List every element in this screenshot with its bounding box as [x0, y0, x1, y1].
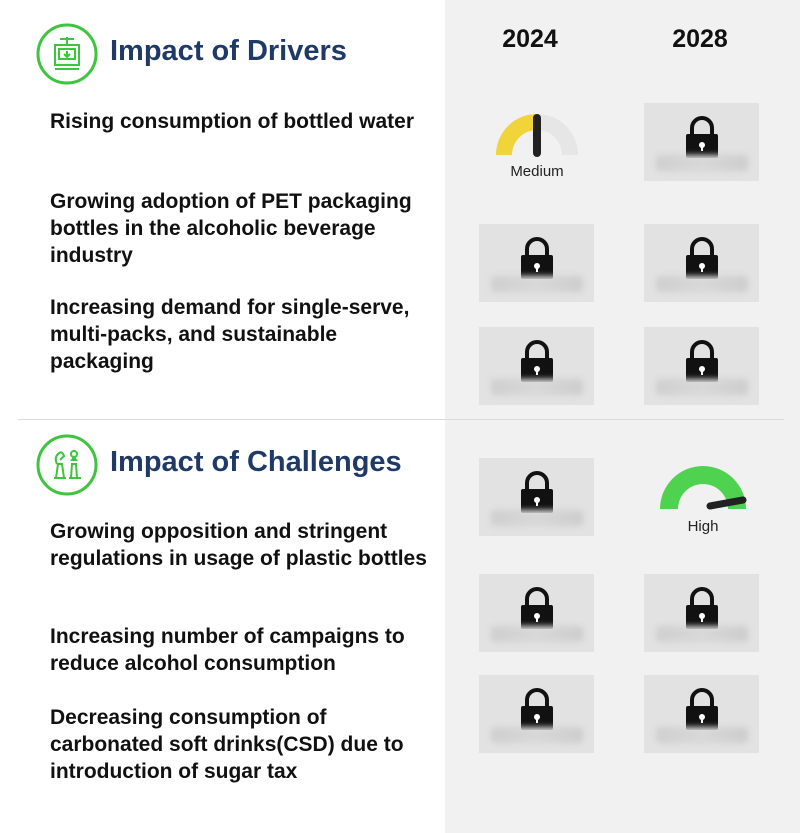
gauge-label: High	[687, 518, 719, 535]
year-2024-header: 2024	[502, 25, 558, 53]
challenge-item-3: Decreasing consumption of carbonated soft drinks(CSD) due to introduction of sugar tax	[50, 706, 404, 783]
blurred-text	[491, 276, 583, 292]
locked-cell	[479, 224, 594, 302]
locked-cell	[644, 224, 759, 302]
locked-cell	[479, 574, 594, 652]
machine-icon	[36, 23, 98, 85]
blurred-text	[656, 276, 748, 292]
gauge-fill	[496, 114, 537, 155]
challenge-item-1: Growing opposition and stringent regulations in usage of plastic bottles	[50, 520, 427, 570]
challenge-item-2: Increasing number of campaigns to reduce alcohol consumption	[50, 625, 405, 675]
lock-icon	[683, 339, 721, 383]
lock-icon	[518, 470, 556, 514]
locked-cell	[479, 327, 594, 405]
lock-icon	[683, 115, 721, 159]
impact-gauge-high	[648, 462, 758, 552]
blurred-text	[656, 379, 748, 395]
lock-icon	[518, 586, 556, 630]
lock-icon	[518, 236, 556, 280]
lock-icon	[683, 236, 721, 280]
locked-cell	[644, 574, 759, 652]
locked-cell	[479, 675, 594, 753]
blurred-text	[491, 379, 583, 395]
locked-cell	[644, 327, 759, 405]
year-2028-header: 2028	[672, 25, 728, 53]
drivers-title: Impact of Drivers	[110, 35, 347, 67]
lock-icon	[518, 687, 556, 731]
impact-gauge-medium	[482, 108, 592, 198]
driver-item-1: Rising consumption of bottled water	[50, 110, 414, 133]
lock-icon	[683, 687, 721, 731]
lock-icon	[683, 586, 721, 630]
locked-cell	[644, 675, 759, 753]
blurred-text	[491, 626, 583, 642]
section-divider	[18, 419, 784, 420]
blurred-text	[656, 626, 748, 642]
lock-icon	[518, 339, 556, 383]
gauge-label: Medium	[510, 163, 564, 180]
driver-item-3: Increasing demand for single-serve, multi-packs, and sustainable packaging	[50, 296, 410, 373]
locked-cell	[644, 103, 759, 181]
blurred-text	[491, 727, 583, 743]
challenges-title: Impact of Challenges	[110, 446, 402, 478]
driver-item-2: Growing adoption of PET packaging bottles in the alcoholic beverage industry	[50, 190, 412, 267]
chess-icon	[36, 434, 98, 496]
blurred-text	[656, 727, 748, 743]
blurred-text	[656, 155, 748, 171]
locked-cell	[479, 458, 594, 536]
blurred-text	[491, 510, 583, 526]
